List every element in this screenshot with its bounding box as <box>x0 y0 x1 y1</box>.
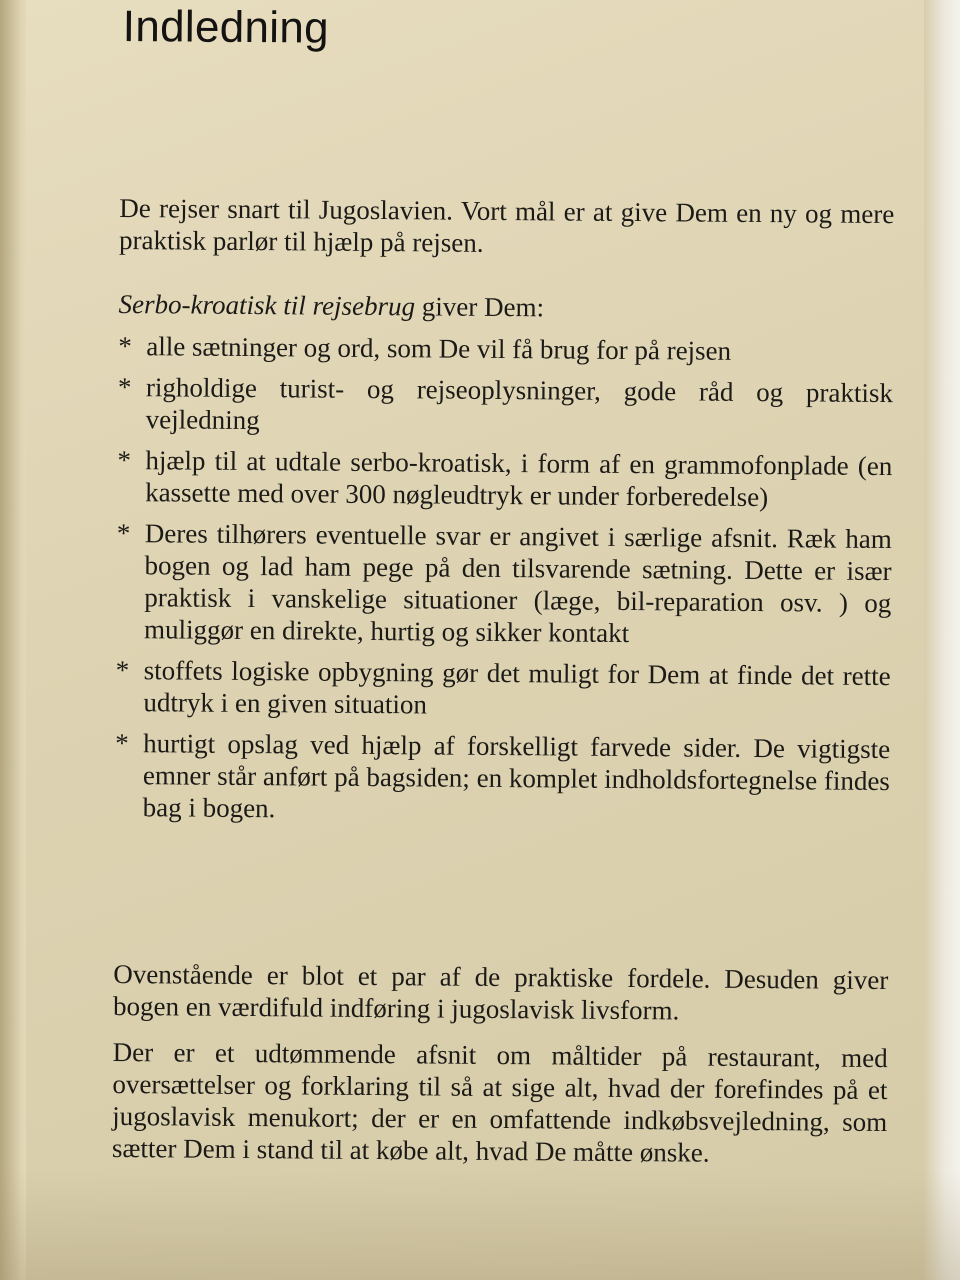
bullet-asterisk: * <box>116 517 131 549</box>
list-item <box>117 444 892 514</box>
serbo-lead-paragraph <box>118 288 893 326</box>
list-item-text: righoldige turist- og rejseoplysninger, gode råd og praktisk vejledning <box>145 372 894 436</box>
book-page <box>26 0 924 1280</box>
list-item-text: alle sætninger og ord, som De vil få brug for på rejsen <box>146 331 732 366</box>
list-item <box>115 654 890 724</box>
list-item-text: Deres tilhørers eventuelle svar er angivet i særlige afsnit. Ræk ham bogen og lad ham pege på den tilsvarende sætning. Dette er især praktisk i vanskelige situationer (læge, bil-reparation osv. ) og muliggør en direkte, hurtig og sikker kontakt <box>143 518 892 649</box>
bullet-asterisk: * <box>117 371 132 403</box>
bullet-asterisk: * <box>115 727 129 759</box>
page-gutter-left <box>0 0 27 1280</box>
benefits-paragraph: Ovenstående er blot et par af de praktiske fordele. Desuden giver bogen en værdifuld indføring i jugoslavisk livsform. <box>112 958 889 1026</box>
list-item <box>116 517 892 651</box>
list-item <box>118 371 893 441</box>
list-item <box>115 727 891 829</box>
list-item-text: stoffets logiske opbygning gør det muligt for Dem at finde det rette udtryk i en given situation <box>143 655 891 720</box>
page-edge-right <box>924 0 960 1280</box>
bullet-asterisk: * <box>118 330 132 362</box>
feature-list <box>114 330 893 838</box>
bullet-asterisk: * <box>115 654 130 686</box>
bullet-asterisk: * <box>117 444 132 476</box>
page-shadow-bottom <box>0 1170 960 1280</box>
restaurant-paragraph: Der er et udtømmende afsnit om måltider på restaurant, med oversættelser og forklaring til så at sige alt, hvad der forefindes på et jugoslavisk menukort; der er en omfattende indkøbsvejledning, som sætter Dem i stand til at købe alt, hvad De måtte ønske. <box>111 1036 888 1168</box>
serbo-lead-rest: giver Dem: <box>414 291 545 323</box>
page-heading: Indledning <box>122 2 330 53</box>
book-title-italic: Serbo-kroatisk til rejsebrug <box>118 288 416 322</box>
intro-paragraph: De rejser snart til Jugoslavien. Vort mål er at give Dem en ny og mere praktisk parlør til hjælp på rejsen. <box>118 192 895 258</box>
list-item-text: hjælp til at udtale serbo-kroatisk, i form af en grammofonplade (en kassette med over 300 nøgleudtryk er under forberedelse) <box>145 445 893 513</box>
list-item <box>118 330 893 368</box>
page-content <box>111 0 901 1168</box>
list-item-text: hurtigt opslag ved hjælp af forskelligt farvede sider. De vigtigste emner står anført på bagsiden; en komplet indholdsfortegnelse findes bag i bogen. <box>142 728 891 824</box>
